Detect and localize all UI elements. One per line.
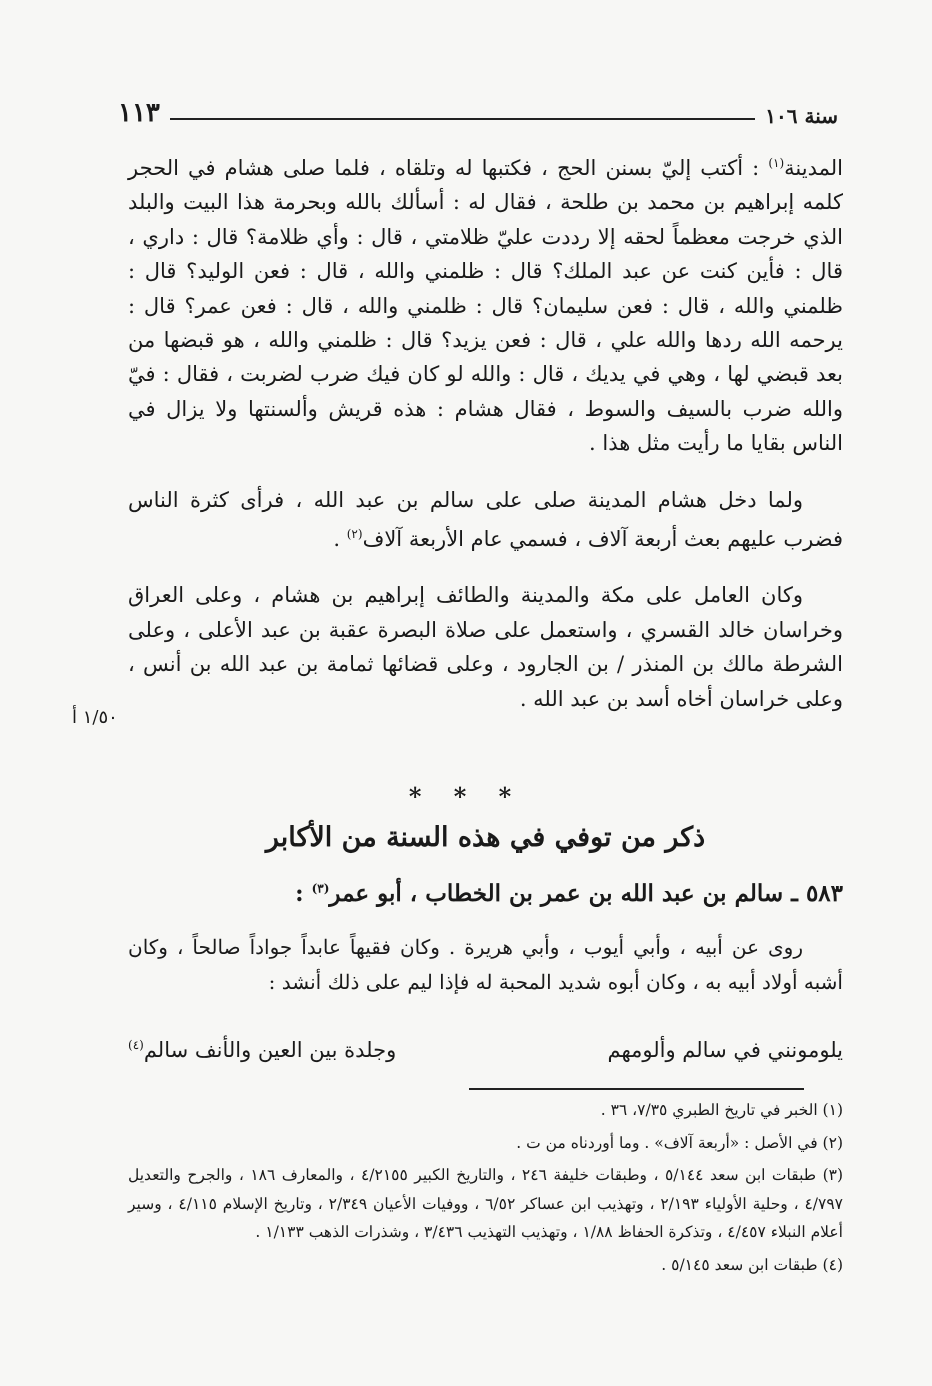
manuscript-folio-note: ١/٥٠ أ <box>72 707 118 728</box>
footnotes <box>128 1096 843 1283</box>
entry-body <box>128 930 843 1000</box>
footnote-3: (٣) طبقات ابن سعد ٥/١٤٤ ، وطبقات خليفة ٢٤٦ ، والتاريخ الكبير ٤/٢١٥٥ ، والمعارف ١٨٦ ، والجرح والتعديل ٤/٧٩٧ ، وحلية الأولياء ٢/١٩٣ ، وتهذيب ابن عساكر ٦/٥٢ ، ووفيات الأعيان ٢/٣٤٩ ، وتاريخ الإسلام ٤/١١٥ ، وسير أعلام النبلاء ٤/٤٥٧ ، وتذكرة الحفاظ ١/٨٨ ، وتهذيب التهذيب ٣/٤٣٦ ، وشذرات الذهب ١/١٣٣ . <box>128 1166 844 1241</box>
paragraph-1-text: : أكتب إليّ بسنن الحج ، فكتبها له وتلقاه ، فلما صلى هشام في الحجر كلمه إبراهيم بن محمد بن طلحة ، فقال له : أسألك بالله وبحرمة هذا البيت والبلد الذي خرجت معظماً لحقه إلا رددت عليّ ظلامتي ، قال : وأي ظلامة؟ قال : داري ، قال : فأين كنت عن عبد الملك؟ قال : ظلمني والله ، قال : فعن الوليد؟ قال : ظلمني والله ، قال : فعن سليمان؟ قال : ظلمني والله ، قال : فعن عمر؟ قال : يرحمه الله ردها والله علي ، قال : فعن يزيد؟ قال : ظلمني والله ، هو قبضها من بعد قبضي لها ، وهي في يديك ، قال : والله لو كان فيك ضرب لضربت ، فقال : فيّ والله ضرب بالسيف والسوط ، فقال هشام : هذه قريش وألسنتها ولا يزال في الناس بقايا ما رأيت مثل هذا . <box>128 156 843 456</box>
page-number: ١١٣ <box>118 98 160 128</box>
header-rule <box>170 118 755 120</box>
verse-second-hemistich <box>128 1038 396 1062</box>
footnote-ref-2: (٢) <box>346 527 363 542</box>
verse-first-hemistich: يلومونني في سالم وألومهم <box>607 1038 843 1062</box>
footnote-2: (٢) في الأصل : «أربعة آلاف» . وما أوردناه من ت . <box>516 1133 843 1152</box>
paragraph-1 <box>128 146 843 461</box>
entry-paragraph: روى عن أبيه ، وأبي أيوب ، وأبي هريرة . وكان فقيهاً عابداً جواداً صالحاً ، وكان أشبه أولاد أبيه به ، وكان أبوه شديد المحبة له فإذا ليم على ذلك أنشد : <box>128 935 843 994</box>
main-text <box>128 146 843 738</box>
footnote-ref-1: (١) <box>768 156 785 170</box>
paragraph-3: وكان العامل على مكة والمدينة والطائف إبراهيم بن هشام ، وعلى العراق وخراسان خالد القسري ، واستعمل على صلاة البصرة عقبة بن عبد الأعلى ، وعلى الشرطة مالك بن المنذر / بن الجارود ، وعلى قضائها ثمامة بن عبد الله بن أنس ، وعلى خراسان أخاه أسد بن عبد الله . <box>128 583 843 711</box>
footnote-4: (٤) طبقات ابن سعد ٥/١٤٥ . <box>661 1255 843 1274</box>
paragraph-2 <box>128 483 843 557</box>
footnote-1: (١) الخبر في تاريخ الطبري ٧/٣٥، ٣٦ . <box>600 1101 843 1119</box>
section-divider-stars: * * * <box>408 782 524 811</box>
footnote-ref-3: (٣) <box>311 881 330 896</box>
entry-heading-text: ٥٨٣ ـ سالم بن عبد الله بن عمر بن الخطاب ، أبو عمر <box>329 880 843 907</box>
paragraph-1-lead: المدينة <box>784 156 843 180</box>
verse-second-text: وجلدة بين العين والأنف سالم <box>143 1038 397 1062</box>
page-header <box>118 88 838 128</box>
poetry-verse <box>128 1038 843 1062</box>
entry-heading-end: : <box>295 880 312 907</box>
paragraph-2-text: ولما دخل هشام المدينة صلى على سالم بن عبد الله ، فرأى كثرة الناس فضرب عليهم بعث أربعة آلاف ، فسمي عام الأربعة آلاف <box>128 487 843 552</box>
section-heading: ذكر من توفي في هذه السنة من الأكابر <box>265 822 706 853</box>
entry-heading <box>128 880 843 907</box>
paragraph-2-end: . <box>333 527 347 552</box>
footnote-separator <box>469 1088 804 1090</box>
running-title: سنة ١٠٦ <box>765 104 838 128</box>
footnote-ref-4: (٤) <box>128 1038 144 1052</box>
